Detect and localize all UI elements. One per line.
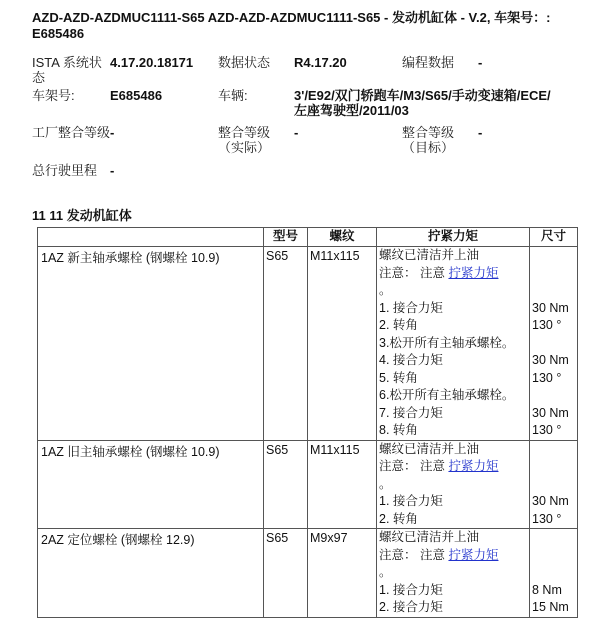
vehicle-label: 车辆:	[218, 88, 248, 103]
torque-step	[377, 547, 529, 565]
size-value: 130 °	[532, 370, 562, 385]
size-value: 130 °	[532, 423, 562, 437]
torque-step: 6.松开所有主轴承螺栓。	[379, 388, 515, 402]
size-values	[530, 440, 578, 529]
chassis-value: E685486	[110, 88, 163, 103]
mileage-value: -	[110, 163, 115, 178]
torque-step: 螺纹已清洁并上油	[379, 248, 480, 262]
document-title: AZD-AZD-AZDMUC1111-S65 AZD-AZD-AZDMUC1111-S65 - 发动机缸体 - V.2, 车架号：: E685486	[32, 10, 551, 41]
header-thread: 螺纹	[308, 228, 377, 247]
target-level-label: 整合等级（目标）	[402, 125, 455, 155]
size-values	[530, 529, 578, 618]
torque-step: 。	[379, 476, 392, 491]
size-value	[530, 247, 577, 265]
torque-step: 1. 接合力矩	[379, 300, 443, 315]
note-prefix: 注意： 注意	[379, 459, 449, 473]
size-value: 30 Nm	[532, 300, 569, 315]
table-row	[38, 440, 578, 529]
table-header-row	[38, 228, 578, 247]
torque-link[interactable]: 拧紧力矩	[448, 547, 499, 562]
size-value	[530, 564, 577, 582]
size-value	[530, 529, 577, 547]
part-name: 2AZ 定位螺栓 (钢螺栓 12.9)	[38, 529, 264, 618]
part-model: S65	[264, 529, 308, 618]
size-value	[530, 476, 577, 494]
size-value: 130 °	[532, 511, 562, 526]
torque-step	[377, 265, 529, 283]
header-name	[38, 228, 264, 247]
torque-steps	[377, 440, 530, 529]
data-status-value: R4.17.20	[294, 55, 347, 70]
torque-step: 1. 接合力矩	[379, 494, 443, 508]
part-model: S65	[264, 440, 308, 529]
table-row	[38, 529, 578, 618]
size-value: 15 Nm	[532, 600, 569, 614]
size-value: 30 Nm	[532, 405, 569, 420]
ista-label: ISTA 系统状态	[32, 55, 102, 85]
vehicle-info	[32, 55, 592, 183]
header-size: 尺寸	[530, 228, 578, 247]
torque-step: 2. 转角	[379, 511, 418, 526]
header-torque: 拧紧力矩	[377, 228, 530, 247]
torque-step: 7. 接合力矩	[379, 405, 443, 420]
torque-step: 5. 转角	[379, 370, 418, 385]
target-level-value: -	[478, 125, 483, 140]
header-model: 型号	[264, 228, 308, 247]
size-value	[530, 387, 577, 405]
chassis-label: 车架号:	[32, 88, 75, 103]
note-prefix: 注意： 注意	[379, 265, 449, 280]
size-values	[530, 247, 578, 441]
part-thread: M11x115	[308, 440, 377, 529]
torque-step: 2. 接合力矩	[379, 600, 443, 614]
torque-step: 。	[379, 565, 392, 579]
factory-level-value: -	[110, 125, 115, 140]
table-row	[38, 247, 578, 441]
torque-steps	[377, 247, 530, 441]
torque-step: 4. 接合力矩	[379, 353, 443, 367]
mileage-label: 总行驶里程	[32, 163, 98, 178]
programming-label: 编程数据	[402, 55, 455, 70]
vehicle-value: 3'/E92/双门轿跑车/M3/S65/手动变速箱/ECE/左座驾驶型/2011/03	[294, 88, 551, 118]
torque-step: 螺纹已清洁并上油	[379, 441, 480, 456]
actual-level-label: 整合等级（实际）	[218, 125, 271, 155]
part-thread: M9x97	[308, 529, 377, 618]
size-value	[530, 441, 577, 459]
torque-step: 1. 接合力矩	[379, 582, 443, 597]
part-name: 1AZ 新主轴承螺栓 (钢螺栓 10.9)	[38, 247, 264, 441]
size-value	[530, 547, 577, 565]
size-value: 30 Nm	[532, 353, 569, 367]
size-value: 130 °	[532, 318, 562, 332]
size-value: 30 Nm	[532, 494, 569, 508]
size-value	[530, 335, 577, 353]
factory-level-label: 工厂整合等级	[32, 125, 111, 140]
torque-step: 8. 转角	[379, 423, 418, 437]
torque-step: 2. 转角	[379, 318, 418, 332]
part-name: 1AZ 旧主轴承螺栓 (钢螺栓 10.9)	[38, 440, 264, 529]
size-value	[530, 458, 577, 476]
torque-step	[377, 458, 529, 476]
torque-step: 。	[379, 283, 392, 297]
size-value: 8 Nm	[532, 582, 562, 597]
actual-level-value: -	[294, 125, 299, 140]
ista-value: 4.17.20.18171	[110, 55, 194, 70]
size-value	[530, 265, 577, 283]
torque-link[interactable]: 拧紧力矩	[448, 265, 499, 280]
note-prefix: 注意： 注意	[379, 547, 449, 562]
torque-table	[37, 227, 578, 618]
programming-value: -	[478, 55, 483, 70]
section-title: 11 11 发动机缸体	[32, 208, 132, 223]
torque-steps	[377, 529, 530, 618]
torque-step: 3.松开所有主轴承螺栓。	[379, 335, 515, 350]
size-value	[530, 282, 577, 300]
data-status-label: 数据状态	[218, 55, 271, 70]
torque-step: 螺纹已清洁并上油	[379, 530, 480, 544]
part-model: S65	[264, 247, 308, 441]
part-thread: M11x115	[308, 247, 377, 441]
torque-link[interactable]: 拧紧力矩	[448, 459, 499, 473]
